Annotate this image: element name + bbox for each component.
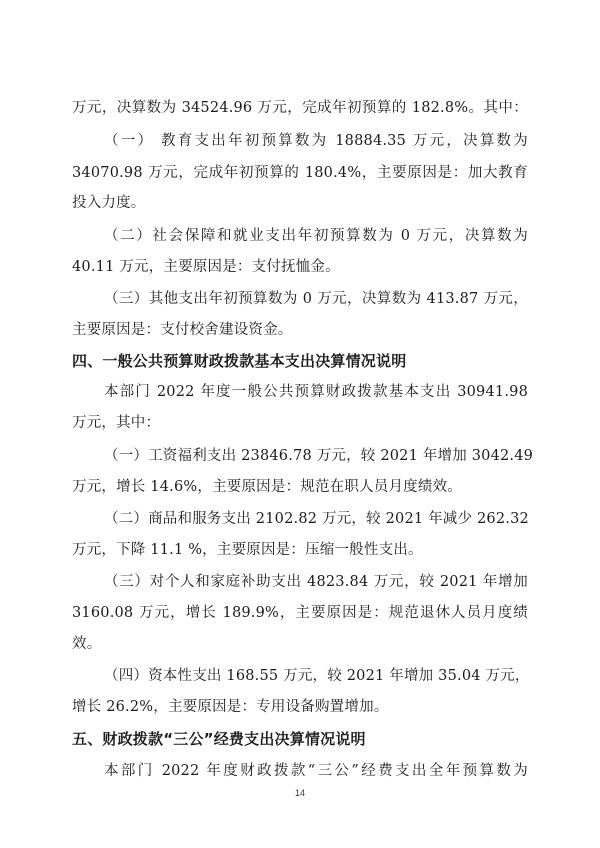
- paragraph-line: 万元，下降 11.1 %，主要原因是：压缩一般性支出。: [72, 542, 423, 558]
- page-number: 14: [294, 788, 305, 798]
- paragraph-line: 增长 26.2%，主要原因是：专用设备购置增加。: [72, 699, 389, 715]
- paragraph-line: （一）工资福利支出 23846.78 万元，较 2021 年增加 3042.49: [104, 448, 534, 464]
- paragraph-line: 主要原因是：支付校舍建设资金。: [72, 322, 293, 338]
- paragraph-line: 40.11 万元，主要原因是：支付抚恤金。: [72, 259, 340, 275]
- paragraph-line: 3160.08 万元，增长 189.9%，主要原因是：规范退休人员月度绩: [72, 605, 528, 621]
- paragraph-line: 34070.98 万元，完成年初预算的 180.4%，主要原因是：加大教育: [72, 165, 528, 181]
- paragraph-line: （二）社会保障和就业支出年初预算数为 0 万元，决算数为: [104, 228, 528, 244]
- paragraph-line: （三）对个人和家庭补助支出 4823.84 万元，较 2021 年增加: [104, 574, 528, 590]
- paragraph-line: 投入力度。: [72, 195, 146, 211]
- paragraph-line: （四）资本性支出 168.55 万元，较 2021 年增加 35.04 万元，: [104, 668, 530, 684]
- paragraph-line: 万元，增长 14.6%，主要原因是：规范在职人员月度绩效。: [72, 479, 462, 495]
- paragraph-line: 万元，决算数为 34524.96 万元，完成年初预算的 182.8%。其中：: [72, 100, 528, 116]
- paragraph-line: （一） 教育支出年初预算数为 18884.35 万元，决算数为: [104, 133, 528, 149]
- paragraph-line: （三）其他支出年初预算数为 0 万元，决算数为 413.87 万元，: [104, 291, 528, 307]
- section-heading: 五、财政拨款“三公”经费支出决算情况说明: [72, 730, 366, 748]
- paragraph-line: 万元，其中：: [72, 415, 161, 431]
- paragraph-line: 本部门 2022 年度财政拨款“三公”经费支出全年预算数为: [104, 763, 528, 779]
- paragraph-line: （二）商品和服务支出 2102.82 万元，较 2021 年减少 262.32: [104, 511, 529, 527]
- paragraph-line: 本部门 2022 年度一般公共预算财政拨款基本支出 30941.98: [104, 384, 528, 400]
- paragraph-line: 效。: [72, 636, 102, 652]
- section-heading: 四、一般公共预算财政拨款基本支出决算情况说明: [72, 352, 407, 370]
